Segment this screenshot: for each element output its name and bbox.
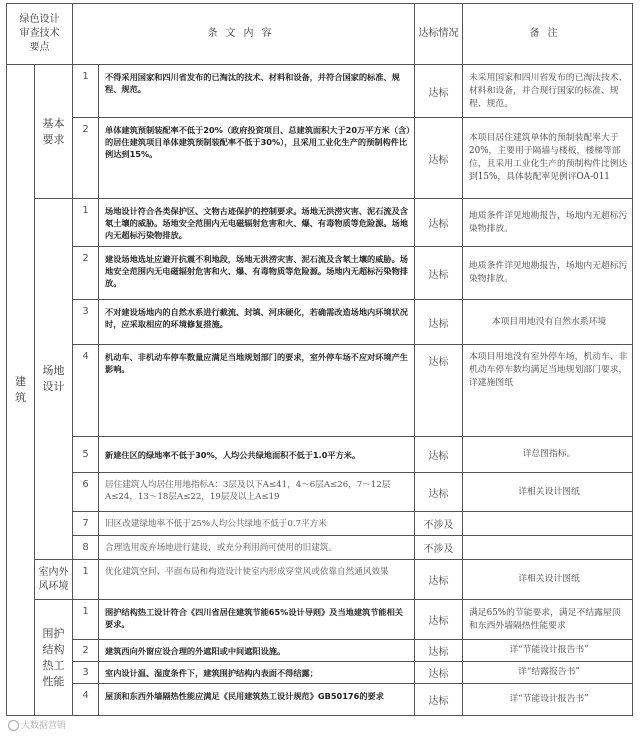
table-row — [7, 437, 633, 473]
clause-text: 旧区改建绿地率不低于25%人均公共绿地不低于0.7平方米 — [99, 512, 415, 536]
table-row — [7, 199, 633, 247]
green-design-review-table — [6, 3, 633, 716]
remark-text: 未采用国家和四川省发布的已淘汰技术、材料和设备，并合现行国家的标准、规程、规范。 — [463, 65, 633, 118]
table-row — [7, 662, 633, 684]
compliance-status: 达标 — [415, 199, 463, 247]
clause-text: 优化建筑空间、平面布局和构造设计使室内形成穿堂风或依靠自然通风效果 — [99, 560, 415, 600]
table-row — [7, 300, 633, 345]
row-number: 1 — [73, 600, 99, 640]
table-row — [7, 684, 633, 716]
remark-text: 本项目用地没有自然水系环境 — [463, 300, 633, 345]
watermark — [8, 718, 66, 731]
header-remarks: 备注 — [463, 4, 633, 65]
watermark-logo-icon — [8, 720, 19, 731]
table-row — [7, 560, 633, 600]
remark-text: 地质条件详见地勘报告，场地内无超标污染物排放。 — [463, 199, 633, 247]
header-compliance: 达标情况 — [415, 4, 463, 65]
compliance-status: 不涉及 — [415, 512, 463, 536]
row-number: 1 — [73, 199, 99, 247]
table-row — [7, 118, 633, 199]
compliance-status: 达标 — [415, 300, 463, 345]
header-review-points: 绿色设计 审查技术 要点 — [7, 4, 73, 65]
clause-text: 室内设计温、湿度条件下，建筑围护结构内表面不得结露； — [99, 662, 415, 684]
remark-text — [463, 512, 633, 536]
compliance-status: 达标 — [415, 65, 463, 118]
table-row — [7, 512, 633, 536]
row-number: 7 — [73, 512, 99, 536]
table-row — [7, 600, 633, 640]
compliance-status: 达标 — [415, 560, 463, 600]
compliance-status: 达标 — [415, 600, 463, 640]
compliance-status: 达标 — [415, 345, 463, 437]
row-number: 5 — [73, 437, 99, 473]
table-row — [7, 65, 633, 118]
watermark-text: 大数据营销 — [21, 721, 67, 731]
clause-text: 围护结构热工设计符合《四川省居住建筑节能65%设计导则》及当地建筑节能相关要求。 — [99, 600, 415, 640]
remark-text: 本项目用地没有室外停车场，机动车、非机动车停车数均满足当地规划部门要求，详建施图纸 — [463, 345, 633, 437]
header-clause-content: 条文内容 — [73, 4, 415, 65]
table-row — [7, 247, 633, 300]
compliance-status: 不涉及 — [415, 536, 463, 560]
compliance-status: 达标 — [415, 247, 463, 300]
clause-text: 建筑西向外窗应设合理的外遮阳或中间遮阳设施。 — [99, 640, 415, 662]
clause-text: 不得采用国家和四川省发布的已淘汰的技术、材料和设备，并符合国家的标准、规程、规范。 — [99, 65, 415, 118]
table-row — [7, 473, 633, 512]
remark-text: 详“节能设计报告书” — [463, 684, 633, 716]
group-wind-environment: 室内外 风环境 — [35, 560, 73, 600]
group-basic-requirements: 基本 要求 — [35, 65, 73, 199]
row-number: 1 — [73, 65, 99, 118]
compliance-status: 达标 — [415, 473, 463, 512]
remark-text: 详相关设计图纸 — [463, 473, 633, 512]
clause-text: 不对建设场地内的自然水系进行截流、封填、河床硬化，若确需改造场地内环境状况时，应采取相应的环境修复措施。 — [99, 300, 415, 345]
row-number: 2 — [73, 640, 99, 662]
compliance-status: 达标 — [415, 437, 463, 473]
group-envelope-thermal: 围护 结构 热工 性能 — [35, 600, 73, 716]
table-header-row — [7, 4, 633, 65]
table-row — [7, 640, 633, 662]
compliance-status: 达标 — [415, 640, 463, 662]
row-number: 3 — [73, 662, 99, 684]
remark-text — [463, 536, 633, 560]
clause-text: 单体建筑预制装配率不低于20%（政府投资项目、总建筑面积大于20万平方米（含）的居住建筑项目单体建筑预制装配率不低于30%），且采用工业化生产的预制构件比例达到15%。 — [99, 118, 415, 199]
row-number: 1 — [73, 560, 99, 600]
category-architecture: 建筑 — [7, 65, 35, 716]
table-row — [7, 345, 633, 437]
row-number: 2 — [73, 118, 99, 199]
remark-text: 详总图指标。 — [463, 437, 633, 473]
remark-text: 详“节能设计报告书” — [463, 640, 633, 662]
row-number: 8 — [73, 536, 99, 560]
compliance-status: 达标 — [415, 684, 463, 716]
clause-text: 屋顶和东西外墙隔热性能应满足《民用建筑热工设计规范》GB50176的要求 — [99, 684, 415, 716]
clause-text: 机动车、非机动车停车数量应满足当地规划部门的要求，室外停车场不应对环境产生影响。 — [99, 345, 415, 437]
remark-text: 详“结露报告书” — [463, 662, 633, 684]
clause-text: 建设场地选址应避开抗震不利地段，场地无洪涝灾害、泥石流及含氡土壤的威胁。场地安全范围内无电磁辐射危害和火、爆、有毒物质等危险源。场地内无超标污染物排放。 — [99, 247, 415, 300]
row-number: 2 — [73, 247, 99, 300]
compliance-status: 达标 — [415, 662, 463, 684]
clause-text: 新建住区的绿地率不低于30%，人均公共绿地面积不低于1.0平方米。 — [99, 437, 415, 473]
row-number: 4 — [73, 684, 99, 716]
remark-text: 满足65%的节能要求，满足不结露屋顶和东西外墙隔热性能要求 — [463, 600, 633, 640]
row-number: 3 — [73, 300, 99, 345]
table-row — [7, 536, 633, 560]
group-site-design: 场地 设计 — [35, 199, 73, 560]
row-number: 6 — [73, 473, 99, 512]
compliance-status: 达标 — [415, 118, 463, 199]
remark-text: 本项目居住建筑单体的预制装配率大于20%，主要用于隔墙与楼板，楼梯等部位，且采用工业化生产的预制构件比例达到15%，具体装配率见例评OA-011 — [463, 118, 633, 199]
remark-text: 详相关设计图纸 — [463, 560, 633, 600]
clause-text: 居住建筑人均居住用地指标A：3层及以下A≤41，4～6层A≤26，7～12层A≤24，13～18层A≤22，19层及以上A≤19 — [99, 473, 415, 512]
clause-text: 合理选用废弃场地进行建设，或充分利用尚可使用的旧建筑。 — [99, 536, 415, 560]
remark-text: 地质条件详见地勘报告，场地内无超标污染物排放。 — [463, 247, 633, 300]
clause-text: 场地设计符合各类保护区、文物古迹保护的控制要求。场地无洪涝灾害、泥石流及含氡土壤的威胁。场地安全范围内无电磁辐射危害和火、爆、有毒物质等危险源。场地内无超标污染物排放。 — [99, 199, 415, 247]
row-number: 4 — [73, 345, 99, 437]
